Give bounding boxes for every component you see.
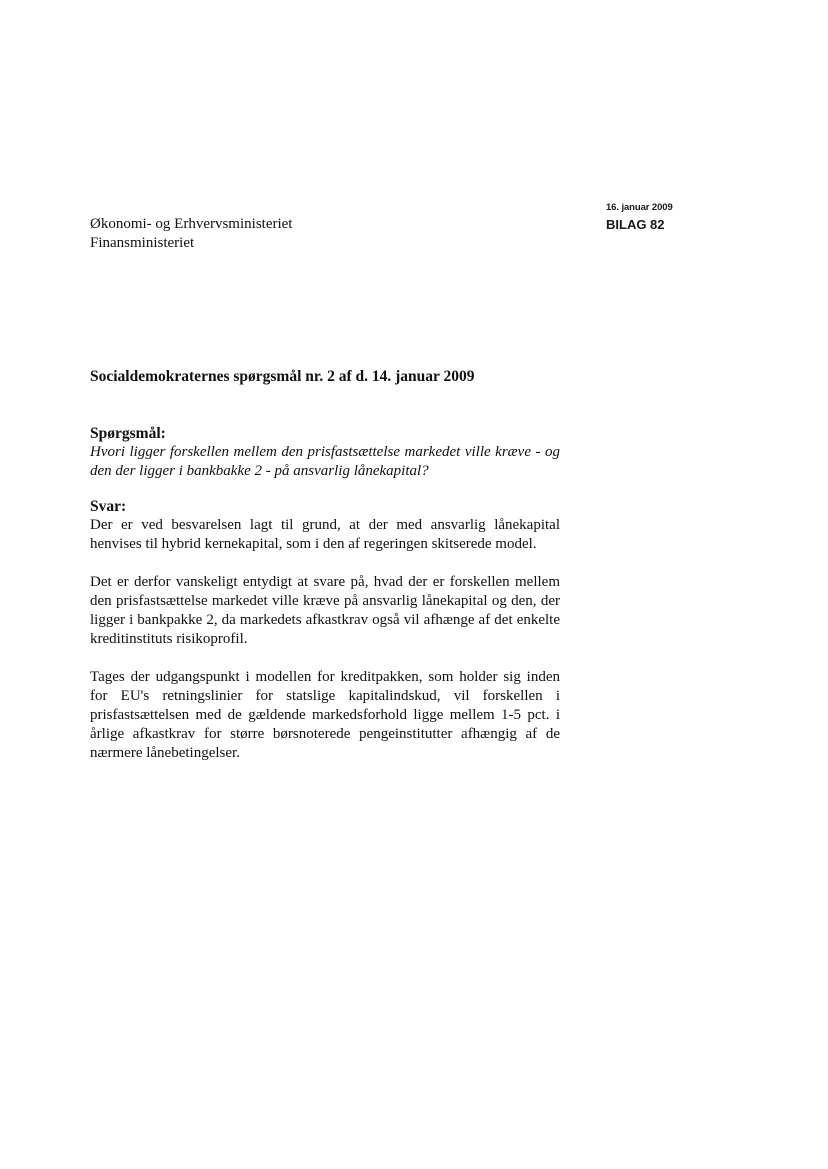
document-title: Socialdemokraternes spørgsmål nr. 2 af d. 14. januar 2009 bbox=[90, 368, 475, 385]
bilag-stamp bbox=[606, 202, 673, 233]
answer-heading: Svar: bbox=[90, 498, 127, 515]
question-heading: Spørgsmål: bbox=[90, 425, 166, 442]
stamp-bilag-number: BILAG 82 bbox=[606, 217, 665, 232]
answer-paragraph-3: Tages der udgangspunkt i modellen for kreditpakken, som holder sig inden for EU's retningslinier for statslige kapitalindskud, vil forskellen i prisfastsættelsen med de gældende markedsforhold ligge mellem 1-5 pct. i årlige afkastkrav for større børsnoterede pengeinstitutter afhængig af de nærmere lånebetingelser. bbox=[90, 669, 560, 761]
answer-paragraph-1: Der er ved besvarelsen lagt til grund, at der med ansvarlig lånekapital henvises til hybrid kernekapital, som i den af regeringen skitserede model. bbox=[90, 517, 560, 552]
recipient-block bbox=[90, 215, 292, 253]
answer-paragraph-2: Det er derfor vanskeligt entydigt at svare på, hvad der er forskellen mellem den prisfastsættelse markedet ville kræve på ansvarlig lånekapital og den, der ligger i bankpakke 2, da markedets afkastkrav også vil afhænge af det enkelte kreditinstituts risikoprofil. bbox=[90, 574, 560, 647]
question-section bbox=[90, 424, 560, 481]
answer-section bbox=[90, 497, 560, 763]
recipient-line-1: Økonomi- og Erhvervsministeriet bbox=[90, 216, 293, 232]
stamp-date: 16. januar 2009 bbox=[606, 202, 673, 213]
recipient-line-2: Finansministeriet bbox=[90, 235, 195, 251]
question-text: Hvori ligger forskellen mellem den prisfastsættelse markedet ville kræve - og den der ligger i bankbakke 2 - på ansvarlig lånekapital? bbox=[90, 444, 560, 479]
